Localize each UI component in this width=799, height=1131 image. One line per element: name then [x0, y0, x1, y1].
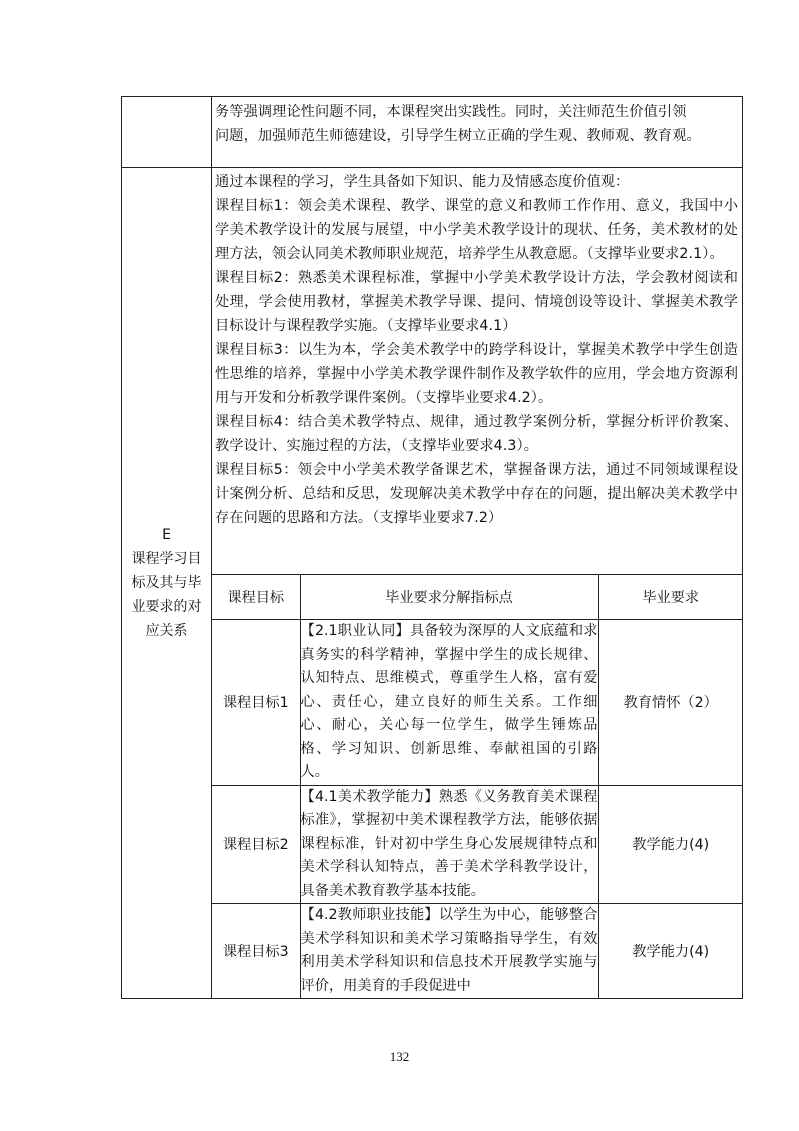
goal-cell: 课程目标2: [212, 785, 300, 904]
section-e-row: [122, 168, 743, 999]
objective-item: 课程目标5：领会中小学美术教学备课艺术，掌握备课方法，通过不同领域课程设计案例分析、总结和反思，发现解决美术教学中存在的问题，提出解决美术教学中存在问题的思路和方法。（支撑毕业要求7.2）: [215, 462, 738, 526]
page-number: 132: [389, 1049, 410, 1064]
text-line: 问题，加强师范生师德建设，引导学生树立正确的学生观、教师观、教育观。: [215, 128, 701, 144]
table-row: [212, 904, 743, 999]
section-label-line: 标及其与毕: [131, 575, 202, 591]
table-row: [212, 785, 743, 904]
objective-item: 课程目标2：熟悉美术课程标准，掌握中小学美术教学设计方法，学会教材阅读和处理，学会使用教材，掌握美术教学导课、提问、情境创设等设计、掌握美术教学目标设计与课程教学实施。（支撑毕业要求4.1）: [215, 270, 738, 334]
indicator-cell: 【2.1职业认同】具备较为深厚的人文底蕴和求真务实的科学精神，掌握中学生的成长规律、认知特点、思维模式，尊重学生人格，富有爱心、责任心，建立良好的师生关系。工作细心、耐心，关心每一位学生，做学生锤炼品格、学习知识、创新思维、奉献祖国的引路人。: [300, 620, 598, 786]
indicator-cell: 【4.2教师职业技能】以学生为中心，能够整合美术学科知识和美术学习策略指导学生，有效利用美术学科知识和信息技术开展教学实施与评价，用美育的手段促进中: [300, 904, 598, 999]
requirement-cell: 教学能力(4): [598, 904, 743, 999]
objective-item: 课程目标3：以生为本，学会美术教学中的跨学科设计，掌握美术教学中学生创造性思维的培养，掌握中小学美术教学课件制作及教学软件的应用，学会地方资源利用与开发和分析教学课件案例。（支撑毕业要求4.2）。: [215, 342, 738, 406]
mapping-table: [212, 574, 743, 998]
syllabus-table: [121, 96, 743, 999]
section-label-line: 应关系: [145, 623, 188, 639]
objective-item: 课程目标4：结合美术教学特点、规律，通过教学案例分析，掌握分析评价教案、教学设计、实施过程的方法，（支撑毕业要求4.3）。: [215, 414, 738, 454]
header-requirement: 毕业要求: [598, 575, 743, 620]
objectives-intro: 通过本课程的学习，学生具备如下知识、能力及情感态度价值观：: [215, 174, 630, 190]
table-row: [212, 620, 743, 786]
top-row-content-cell: [212, 97, 743, 168]
goal-cell: 课程目标3: [212, 904, 300, 999]
section-e-content-cell: [212, 168, 743, 999]
objective-item: 课程目标1：领会美术课程、教学、课堂的意义和教师工作作用、意义，我国中小学美术教学设计的发展与展望，中小学美术教学设计的现状、任务，美术教材的处理方法，领会认同美术教师职业规范，培养学生从教意愿。（支撑毕业要求2.1）。: [215, 198, 738, 262]
goal-cell: 课程目标1: [212, 620, 300, 786]
header-goal: 课程目标: [212, 575, 300, 620]
top-row: [122, 97, 743, 168]
header-indicator: 毕业要求分解指标点: [300, 575, 598, 620]
section-e-label-cell: [122, 168, 212, 999]
text-line: 务等强调理论性问题不同，本课程突出实践性。同时，关注师范生价值引领: [215, 104, 687, 120]
section-label-line: 课程学习目: [131, 551, 202, 567]
top-row-label-cell: [122, 97, 212, 168]
indicator-cell: 【4.1美术教学能力】熟悉《义务教育美术课程标准》，掌握初中美术课程教学方法，能够依据课程标准，针对初中学生身心发展规律特点和美术学科认知特点，善于美术学科教学设计，具备美术教育教学基本技能。: [300, 785, 598, 904]
requirement-cell: 教育情怀（2）: [598, 620, 743, 786]
requirement-cell: 教学能力(4): [598, 785, 743, 904]
section-label-line: 业要求的对: [131, 599, 202, 615]
mapping-header-row: [212, 575, 743, 620]
section-code: E: [162, 527, 171, 543]
